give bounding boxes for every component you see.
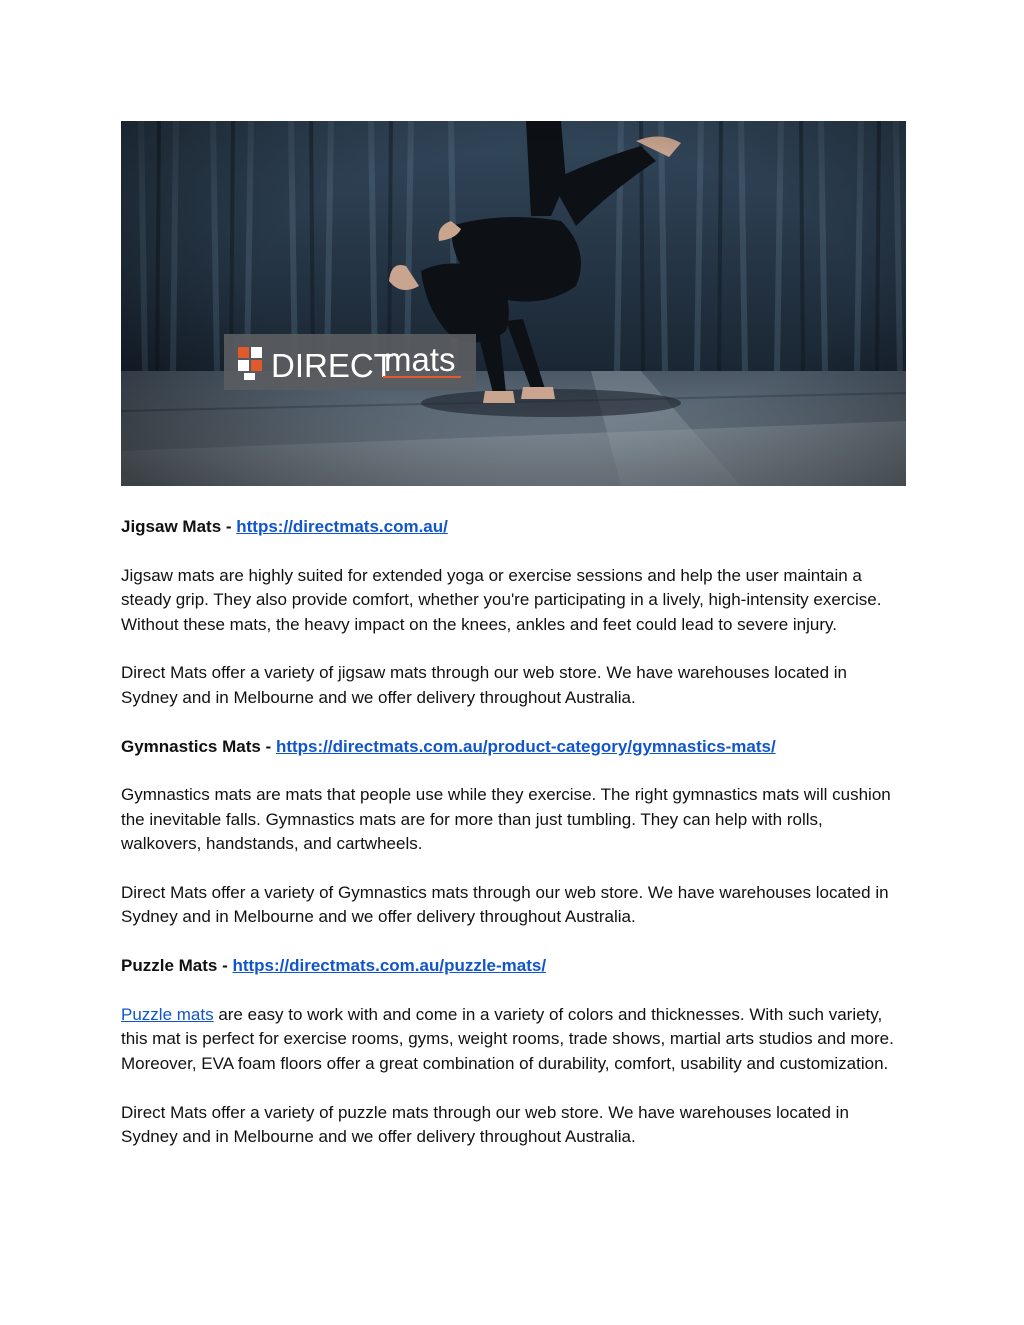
paragraph: Direct Mats offer a variety of Gymnastics mats through our web store. We have warehouses located in Sydney and in Melbourne and we offer delivery throughout Australia. [121,883,889,927]
hero-image [121,121,906,486]
section-heading-jigsaw [121,515,901,539]
heading-label: Gymnastics Mats - [121,736,276,756]
paragraph: Direct Mats offer a variety of jigsaw mats through our web store. We have warehouses located in Sydney and in Melbourne and we offer delivery throughout Australia. [121,663,847,707]
heading-label: Puzzle Mats - [121,956,233,976]
puzzle-mats-link[interactable]: Puzzle mats [121,1005,214,1025]
paragraph-text: are easy to work with and come in a variety of colors and thicknesses. With such variety, this mat is perfect for exercise rooms, gyms, weight rooms, trade shows, martial arts studios and more. Moreover, EVA foam floors offer a great combination of durability, comfort, usability and customization. [121,1005,894,1073]
paragraph: Jigsaw mats are highly suited for extended yoga or exercise sessions and help the user maintain a steady grip. They also provide comfort, whether you're participating in a lively, high-intensity exercise. Without these mats, the heavy impact on the knees, ankles and feet could lead to severe injury. [121,565,882,634]
martial-arts-photo [121,121,906,486]
section-heading-gymnastics [121,735,901,759]
heading-link-puzzle[interactable]: https://directmats.com.au/puzzle-mats/ [232,956,547,976]
direct-mats-logo [224,334,476,390]
heading-label: Jigsaw Mats - [121,517,237,536]
paragraph: Gymnastics mats are mats that people use while they exercise. The right gymnastics mats will cushion the inevitable falls. Gymnastics mats are for more than just tumbling. They can help with rolls, walkovers, handstands, and cartwheels. [121,785,891,854]
section-heading-puzzle [121,954,901,978]
article-body [121,515,901,1174]
heading-link-gymnastics[interactable]: https://directmats.com.au/product-category/gymnastics-mats/ [275,736,776,756]
paragraph [121,1003,901,1076]
logo-text-mats: mats [384,341,456,378]
logo-text-direct: DIRECT [271,347,394,384]
paragraph: Direct Mats offer a variety of puzzle mats through our web store. We have warehouses located in Sydney and in Melbourne and we offer delivery throughout Australia. [121,1102,849,1147]
heading-link-jigsaw[interactable]: https://directmats.com.au/ [236,517,448,536]
